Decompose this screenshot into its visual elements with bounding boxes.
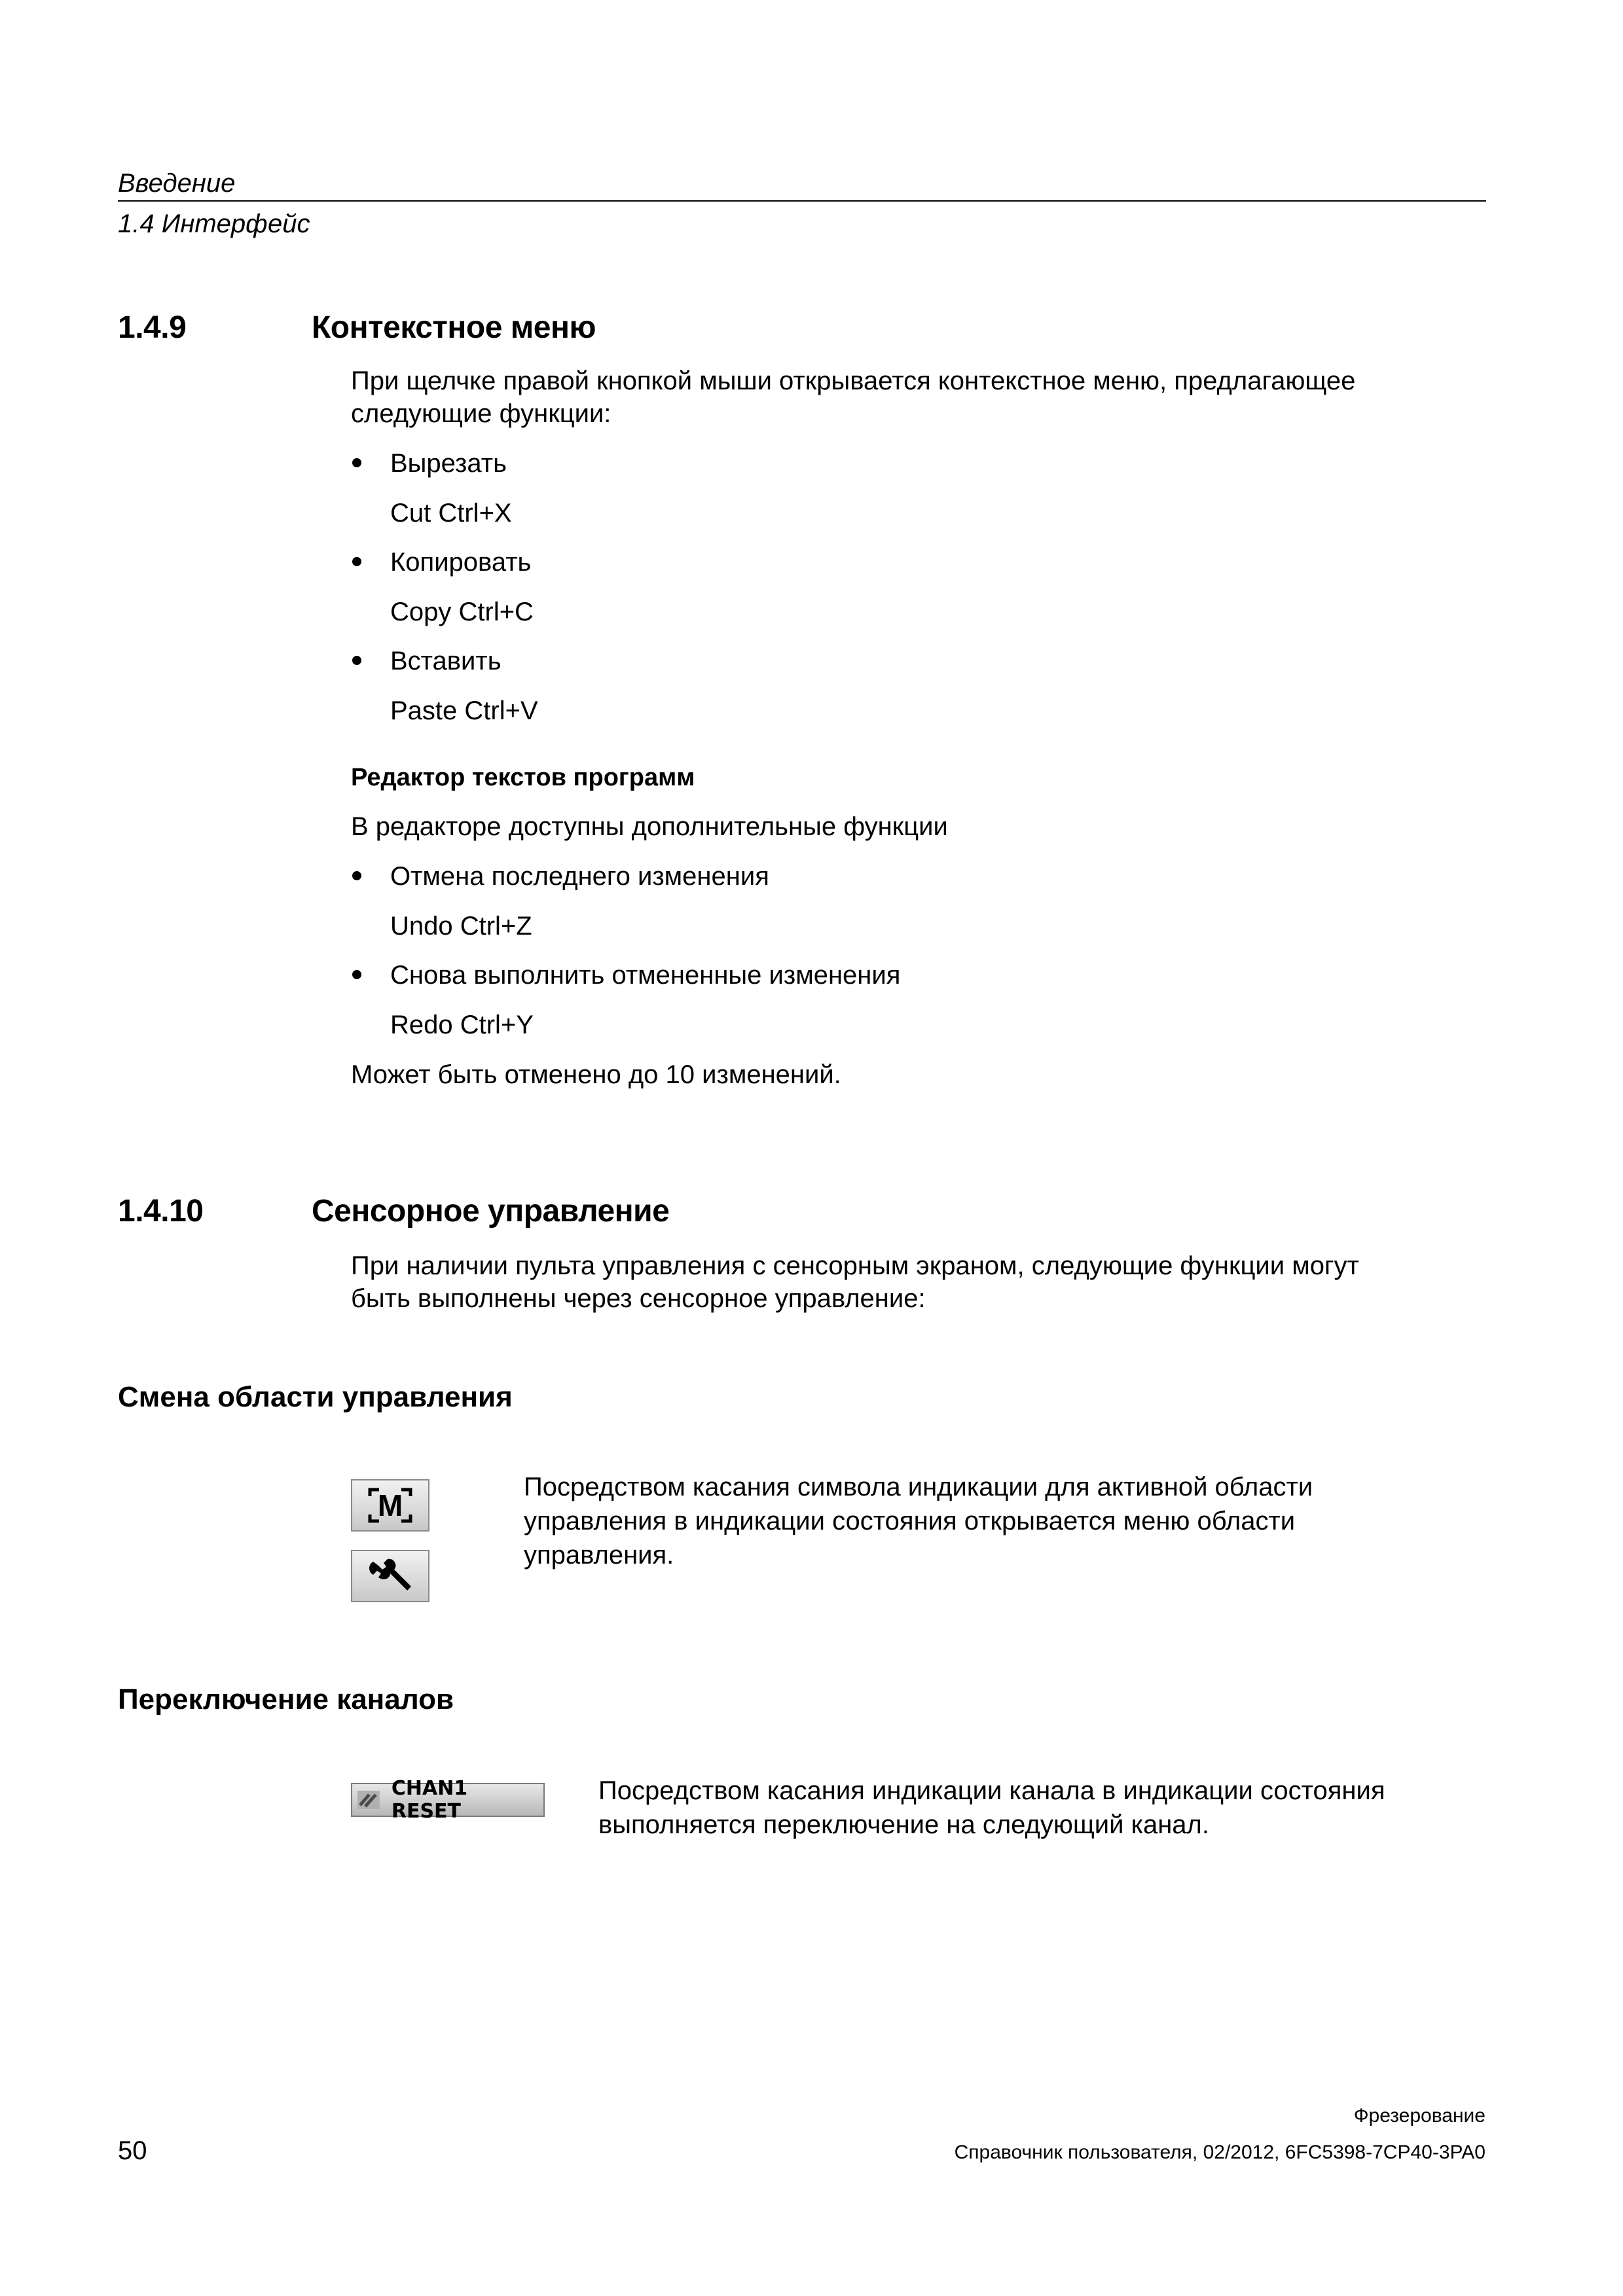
bullet-icon — [352, 557, 361, 566]
paragraph-line: выполняется переключение на следующий канал. — [598, 1810, 1209, 1839]
list-item-label: Вырезать — [390, 449, 507, 478]
bullet-icon — [352, 656, 361, 665]
paragraph-line: Посредством касания индикации канала в индикации состояния — [598, 1776, 1385, 1805]
subheading-editor: Редактор текстов программ — [351, 764, 695, 791]
list-item-shortcut: Paste Ctrl+V — [390, 696, 538, 725]
list-item-shortcut: Undo Ctrl+Z — [390, 912, 532, 941]
machine-area-icon — [367, 1487, 413, 1524]
paragraph-line: управления в индикации состояния открывается меню области — [524, 1507, 1296, 1535]
paragraph-line: быть выполнены через сенсорное управление: — [351, 1284, 926, 1313]
paragraph-line: В редакторе доступны дополнительные функции — [351, 812, 948, 841]
setup-area-button[interactable] — [351, 1550, 429, 1602]
bullet-icon — [352, 458, 361, 467]
list-item-shortcut: Copy Ctrl+C — [390, 598, 534, 626]
section-title-1410: Сенсорное управление — [312, 1194, 670, 1229]
footer-doc-title: Фрезерование — [1353, 2105, 1486, 2126]
section-number-149: 1.4.9 — [118, 310, 187, 345]
section-title-149: Контекстное меню — [312, 310, 596, 345]
list-item-label: Отмена последнего изменения — [390, 862, 769, 891]
running-header-chapter: Введение — [118, 169, 236, 198]
paragraph-line: При щелчке правой кнопкой мыши открывается контекстное меню, предлагающее — [351, 367, 1356, 395]
header-rule — [118, 200, 1486, 202]
running-header-section: 1.4 Интерфейс — [118, 209, 310, 238]
paragraph-line: При наличии пульта управления с сенсорным экраном, следующие функции могут — [351, 1251, 1359, 1280]
footer-doc-info: Справочник пользователя, 02/2012, 6FC5398-7CP40-3PA0 — [954, 2142, 1486, 2163]
list-item-label: Вставить — [390, 647, 501, 675]
paragraph-line: Может быть отменено до 10 изменений. — [351, 1060, 841, 1089]
bullet-icon — [352, 970, 361, 979]
channel-status-icon — [356, 1788, 382, 1812]
paragraph-line: Посредством касания символа индикации для активной области — [524, 1473, 1313, 1501]
machine-area-button[interactable] — [351, 1479, 429, 1532]
bullet-icon — [352, 871, 361, 880]
page-number: 50 — [118, 2136, 147, 2165]
list-item-shortcut: Cut Ctrl+X — [390, 499, 512, 528]
paragraph-line: следующие функции: — [351, 399, 611, 428]
list-item-label: Снова выполнить отмененные изменения — [390, 961, 901, 990]
list-item-shortcut: Redo Ctrl+Y — [390, 1011, 534, 1039]
subsection-title-channel-switch: Переключение каналов — [118, 1683, 454, 1715]
section-number-1410: 1.4.10 — [118, 1194, 204, 1229]
wrench-icon — [364, 1555, 416, 1597]
channel-button-label: CHAN1 RESET — [391, 1777, 468, 1823]
machine-area-label: M — [377, 1488, 403, 1522]
subsection-title-area-switch: Смена области управления — [118, 1381, 513, 1413]
paragraph-line: управления. — [524, 1541, 674, 1570]
list-item-label: Копировать — [390, 548, 532, 577]
channel-display-button[interactable] — [351, 1777, 545, 1823]
